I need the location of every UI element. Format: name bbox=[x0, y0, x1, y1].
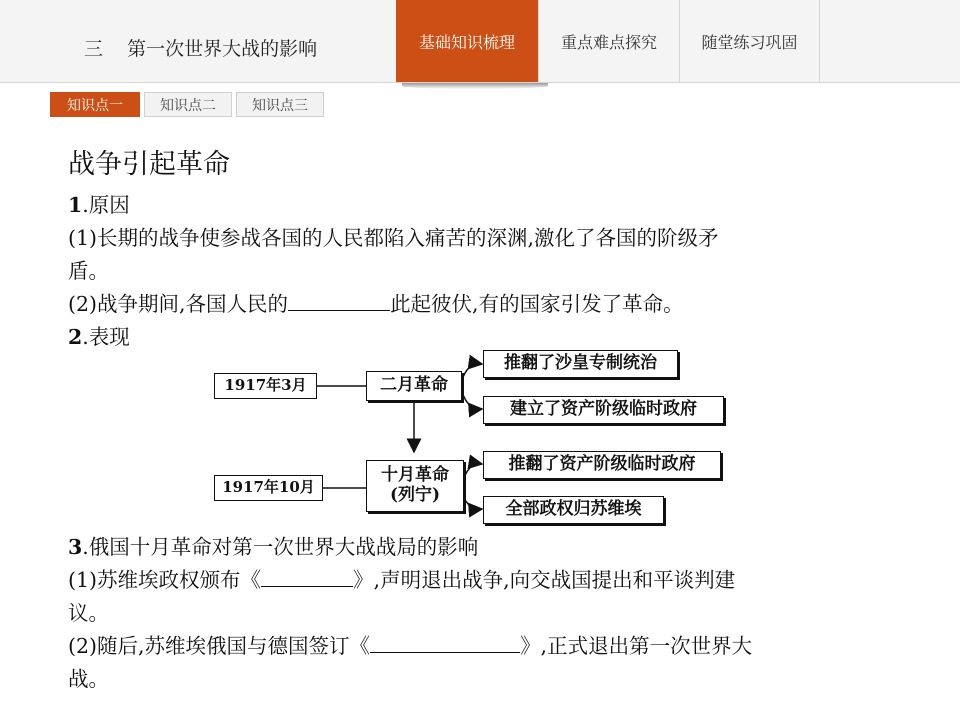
section-1-number: 1 bbox=[68, 193, 83, 217]
section-3-number: 3 bbox=[68, 535, 83, 559]
fill-blank-1[interactable] bbox=[288, 288, 390, 311]
s1-para2 bbox=[68, 287, 684, 317]
s3-para1-line1 bbox=[68, 563, 735, 593]
lesson-title: 三 第一次世界大战的影响 bbox=[84, 38, 318, 60]
result-box-overthrow-tsar: 推翻了沙皇专制统治 bbox=[483, 350, 678, 378]
active-tab-shadow bbox=[402, 83, 548, 89]
s1-para1-line1: (1)长期的战争使参战各国的人民都陷入痛苦的深渊,激化了各国的阶级矛 bbox=[68, 226, 719, 250]
date-box-march: 1917年3月 bbox=[214, 373, 317, 399]
october-revolution-label: 十月革命 bbox=[381, 465, 449, 486]
tab-basic-knowledge[interactable]: 基础知识梳理 bbox=[396, 0, 538, 82]
s3-para1-after: 》,声明退出战争,向交战国提出和平谈判建 bbox=[353, 568, 736, 592]
fill-blank-2[interactable] bbox=[261, 564, 353, 587]
knowledge-tab-1[interactable]: 知识点一 bbox=[50, 92, 140, 117]
s1-para2-before: (2)战争期间,各国人民的 bbox=[68, 292, 289, 316]
event-box-october-revolution bbox=[366, 460, 464, 512]
knowledge-tab-3[interactable]: 知识点三 bbox=[236, 92, 324, 117]
top-header bbox=[0, 0, 960, 83]
section-3-title bbox=[68, 530, 478, 560]
s1-para1-line2: 盾。 bbox=[68, 259, 109, 283]
section-2-number: 2 bbox=[68, 325, 83, 349]
section-1-label: .原因 bbox=[82, 193, 130, 217]
s3-para1-line2: 议。 bbox=[68, 601, 109, 625]
section-1-title bbox=[68, 188, 130, 218]
result-box-soviets-power: 全部政权归苏维埃 bbox=[483, 496, 664, 524]
revolution-diagram bbox=[200, 340, 740, 530]
fill-blank-3[interactable] bbox=[370, 630, 520, 653]
result-box-provisional-government: 建立了资产阶级临时政府 bbox=[483, 396, 724, 424]
date-box-october: 1917年10月 bbox=[214, 475, 323, 501]
s3-para2-line1 bbox=[68, 629, 752, 659]
tab-key-difficulties[interactable]: 重点难点探究 bbox=[538, 0, 679, 82]
s3-para1-before: (1)苏维埃政权颁布《 bbox=[68, 568, 262, 592]
section-2-title bbox=[68, 320, 130, 350]
s3-para2-after: 》,正式退出第一次世界大 bbox=[520, 634, 753, 658]
s3-para2-before: (2)随后,苏维埃俄国与德国签订《 bbox=[68, 634, 371, 658]
s1-para2-after: 此起彼伏,有的国家引发了革命。 bbox=[390, 292, 684, 316]
knowledge-tab-2[interactable]: 知识点二 bbox=[144, 92, 232, 117]
section-2-label: .表现 bbox=[82, 325, 130, 349]
tab-class-practice[interactable]: 随堂练习巩固 bbox=[679, 0, 820, 82]
section-3-label: .俄国十月革命对第一次世界大战战局的影响 bbox=[82, 535, 479, 559]
lenin-label: (列宁) bbox=[389, 485, 441, 505]
section-heading: 战争引起革命 bbox=[68, 149, 230, 180]
s3-para2-line2: 战。 bbox=[68, 667, 109, 691]
result-box-overthrow-provisional: 推翻了资产阶级临时政府 bbox=[483, 451, 721, 479]
event-box-february-revolution: 二月革命 bbox=[366, 371, 462, 401]
